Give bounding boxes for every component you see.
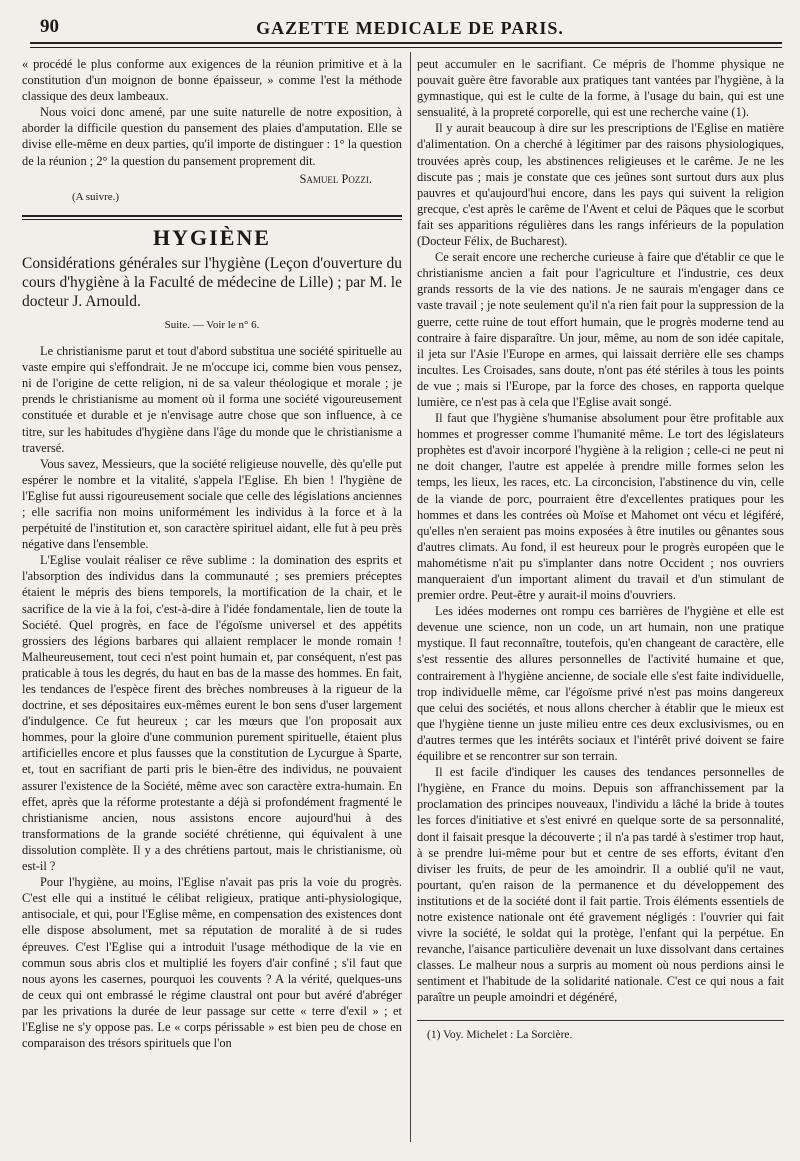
paragraph: Il est facile d'indiquer les causes des tendances personnelles de l'hygiène, en France du moins. Depuis son affranchissement par la proclamation des principes nouveaux, l'individu a lâché la bride à toutes les forces d'initiative et s'est enivré en quelque sorte de sa personnalité, dont il faisait presque la découverte ; il n'a pas tardé à s'estimer trop haut, à se prendre lui-même pour but et centre de ses efforts, évitant d'en diviser les fruits, de peur de les amoindrir. Il a oublié qu'il ne vaut, pourtant, qu'en raison de la permanence et du développement des institutions et de la société dont il fait partie. Trois éléments essentiels de notre existence nationale ont été gravement négligés : l'ouvrier qui fait vivre la société, le soldat qui la protège, l'enfant qui la perpétue. En revanche, l'aisance particulière devenait un luxe dissolvant dans certaines classes. Le malheur nous a surpris au moment où nous perdions ainsi le sentiment et l'habitude de la solidarité nationale. C'est ce qui nous a fait paraître un peuple amoindri et dégénéré, [417, 765, 784, 1005]
paragraph: Nous voici donc amené, par une suite naturelle de notre exposition, à aborder la difficile question du pansement des plaies d'amputation. Elle se divise elle-même en deux parties, qu'il importe de distinguer : 1° la question de la réunion ; 2° la question du pansement proprement dit. [22, 105, 402, 168]
author-signature: Samuel Pozzi. [299, 171, 372, 186]
footnote-divider [417, 1020, 784, 1021]
right-column [417, 56, 784, 1043]
paragraph: Le christianisme parut et tout d'abord substitua une société spirituelle au vaste empire qui s'effondrait. Je ne m'occupe ici, comme bien vous pensez, ni de l'origine de cette religion, ni de sa valeur théologique et morale ; je prends le christianisme au moment où il forma une société vigoureusement constituée et durable et je n'envisage autre chose que son influence, à ce titre, sur les habitudes d'hygiène dans l'âge du monde que le christianisme a traversé. [22, 344, 402, 455]
section-divider [22, 215, 402, 217]
page-header [30, 14, 790, 44]
page-number: 90 [40, 16, 59, 37]
left-column [22, 56, 402, 1051]
paragraph: Vous savez, Messieurs, que la société religieuse nouvelle, dès qu'elle put espérer le nombre et la vitalité, s'appela l'Eglise. Eh bien ! l'hygiène de l'Eglise fut aussi rigoureusement sociale que celle des législations anciennes ; elle sacrifia non moins uniformément les individus à la force et à la perpétuité de l'institution et, son caractère spirituel aidant, elle fut à peu près négative dans l'ensemble. [22, 456, 402, 552]
article-title: Considérations générales sur l'hygiène (Leçon d'ouverture du cours d'hygiène à la Faculté de médecine de Lille) ; par M. le docteur J. Arnould. [22, 254, 402, 310]
paragraph: peut accumuler en le sacrifiant. Ce mépris de l'homme physique ne pouvait guère être favorable aux pratiques tant vantées par l'hygiène, à la gymnastique, qui est le culte de la forme, à l'usage du bain, qui est une sensualité, à la propreté corporelle, qui est une recherche vaine (1). [417, 57, 784, 120]
paragraph: Les idées modernes ont rompu ces barrières de l'hygiène et elle est devenue une science, non un code, un art humain, non une pratique mystique. Il faut reconnaître, toutefois, qu'en changeant de caractère, elle s'est ressentie des allures personnelles de l'activité humaine et que, contrairement à l'hygiène ancienne, de sociale elle s'est faite individuelle, trop individuelle même, car l'égoïsme privé n'est pas moins dangereux que celui des sociétés, et nous allons chercher à établir que le mieux est que l'hygiène tienne un juste milieu entre ces deux exclusivismes, ou en d'autres termes que les intérêts sociaux et l'intérêt privé doivent se faire équilibre et se rencontrer sur son terrain. [417, 604, 784, 764]
paragraph: L'Eglise voulait réaliser ce rêve sublime : la domination des esprits et l'absorption des individus dans la communauté ; ses premiers préceptes étaient le mépris des biens temporels, la mortification de la chair, et le sacrifice de la vie à la foi, c'est-à-dire à l'idée fondamentale, lien de toute la Société. Quel progrès, en face de l'égoïsme universel et des appétits grossiers des légions barbares qui allaient remplacer le monde romain ! Malheureusement, tout ceci n'est point humain et, par conséquent, n'est pas praticable à tous les degrés, du haut en bas de la masse des hommes. En fait, les tendances de l'espèce firent des brèches nombreuses à la rigueur de la doctrine, et ses dépositaires eux-mêmes eurent le bon sens d'user largement d'indulgence. Ce fut heureux ; car les mœurs que l'on proposait aux hommes, pour la gloire d'une communion purement spirituelle, étaient plus artificielles encore et plus fausses que la constitution de Lycurgue à Sparte, et, tout en sacrifiant de parti pris le bien-être des individus, ne pouvaient assurer l'existence de la Société, même avec son caractère extra-humain. En effet, après que la réforme protestante a déjà si profondément fragmenté le christianisme ancien, nous assistons encore aujourd'hui à des transformations de la grande société chrétienne, qui équivalent à une dissolution complète. Il y a des chrétiens partout, mais le christianisme, où est-il ? [22, 553, 402, 874]
paragraph: Pour l'hygiène, au moins, l'Eglise n'avait pas pris la voie du progrès. C'est elle qui a institué le célibat religieux, pratique anti-physiologique, antisociale, et qui, pour l'Eglise même, en compensation des existences dont elle dispose absolument, met sa réputation de moralité à de si rudes épreuves. C'est l'Eglise qui a introduit l'usage méthodique de la vie en commun sous abris clos et multiplié les foyers d'air confiné ; s'il faut que nous ayons les casernes, pourquoi les couvents ? A la vérité, quelques-uns de ceux qui ont embrassé le régime claustral ont pour but avéré d'abréger par les privations la durée de leur passage sur cette « terre d'exil » ; et l'Eglise ne s'y oppose pas. Le « corps périssable » est bien peu de chose en comparaison des trésors spirituels que l'on [22, 875, 402, 1051]
paragraph: Il faut que l'hygiène s'humanise absolument pour être profitable aux hommes et progresser comme l'humanité même. Le tort des législateurs prophètes est d'avoir incorporé l'hygiène à la religion ; celle-ci ne peut ni ne doit changer, l'autre est appelée à prendre mille formes selon les temps, les lieux, les races, etc. La circoncision, l'abstinence du vin, celle de la viande de porc, pourraient être d'excellentes pratiques pour les hommes et dans les contrées où Moïse et Mahomet ont vécu et légiféré, qu'elles n'en seraient pas moins exposées à être inutiles ou gênantes sous d'autres climats. Au fond, il est heureux pour le progrès européen que le mahométisme n'ait pu s'implanter dans notre Occident ; nos ouvriers manqueraient d'un important aliment du travail et d'un stimulant de premier ordre. Peut-être y aurait-il moins d'ouvriers. [417, 411, 784, 603]
publication-title: GAZETTE MEDICALE DE PARIS. [256, 18, 564, 38]
footnote: (1) Voy. Michelet : La Sorcière. [427, 1028, 573, 1041]
paragraph: Ce serait encore une recherche curieuse à faire que d'établir ce que le christianisme ancien a fait pour l'agriculture et l'industrie, ces deux grands ressorts de la vie des nations. Je ne saurais m'engager dans ce vaste travail ; je note seulement qu'il n'a rien fait pour la suppression de la guerre, cette ruine de tout effort humain, que le progrès moderne tend au contraire à faire disparaître. Un jour, même, au nom de son idée capitale, il jeta sur l'Asie l'Europe en armes, qui laissait derrière elle ses champs incultes. Les Croisades, sans doute, n'ont pas été stériles à tous les points de vue ; mais si l'Europe, par la force des choses, en rapporta quelque lumière, ce n'est pas à cela que l'Eglise avait songé. [417, 250, 784, 409]
section-divider-thin [22, 219, 402, 220]
to-be-continued-note: (A suivre.) [72, 190, 120, 203]
paragraph: « procédé le plus conforme aux exigences de la réunion primitive et à la constitution d'un moignon de bonne épaisseur, » comme l'est la méthode classique des deux lambeaux. [22, 57, 402, 104]
section-title: HYGIÈNE [153, 224, 271, 250]
column-divider [410, 52, 411, 1142]
paragraph: Il y aurait beaucoup à dire sur les prescriptions de l'Eglise en matière d'alimentation. On a cherché à légitimer par des raisons physiologiques, trouvées après coup, les abstinences religieuses et le carême. Je ne les discute pas ; mais je constate que ces jeûnes sont surtout durs aux plus pauvres et qu'aujourd'hui encore, dans les pays qui suivent la religion grecque, c'est après le carême de l'Avent et celui de Pâques que le scorbut fait ses apparitions régulières dans les rangs inférieurs de la population (Docteur Félix, de Bucharest). [417, 121, 784, 249]
header-rule [30, 42, 782, 44]
continuation-note: Suite. — Voir le n° 6. [164, 318, 260, 331]
header-rule-thin [30, 47, 782, 48]
